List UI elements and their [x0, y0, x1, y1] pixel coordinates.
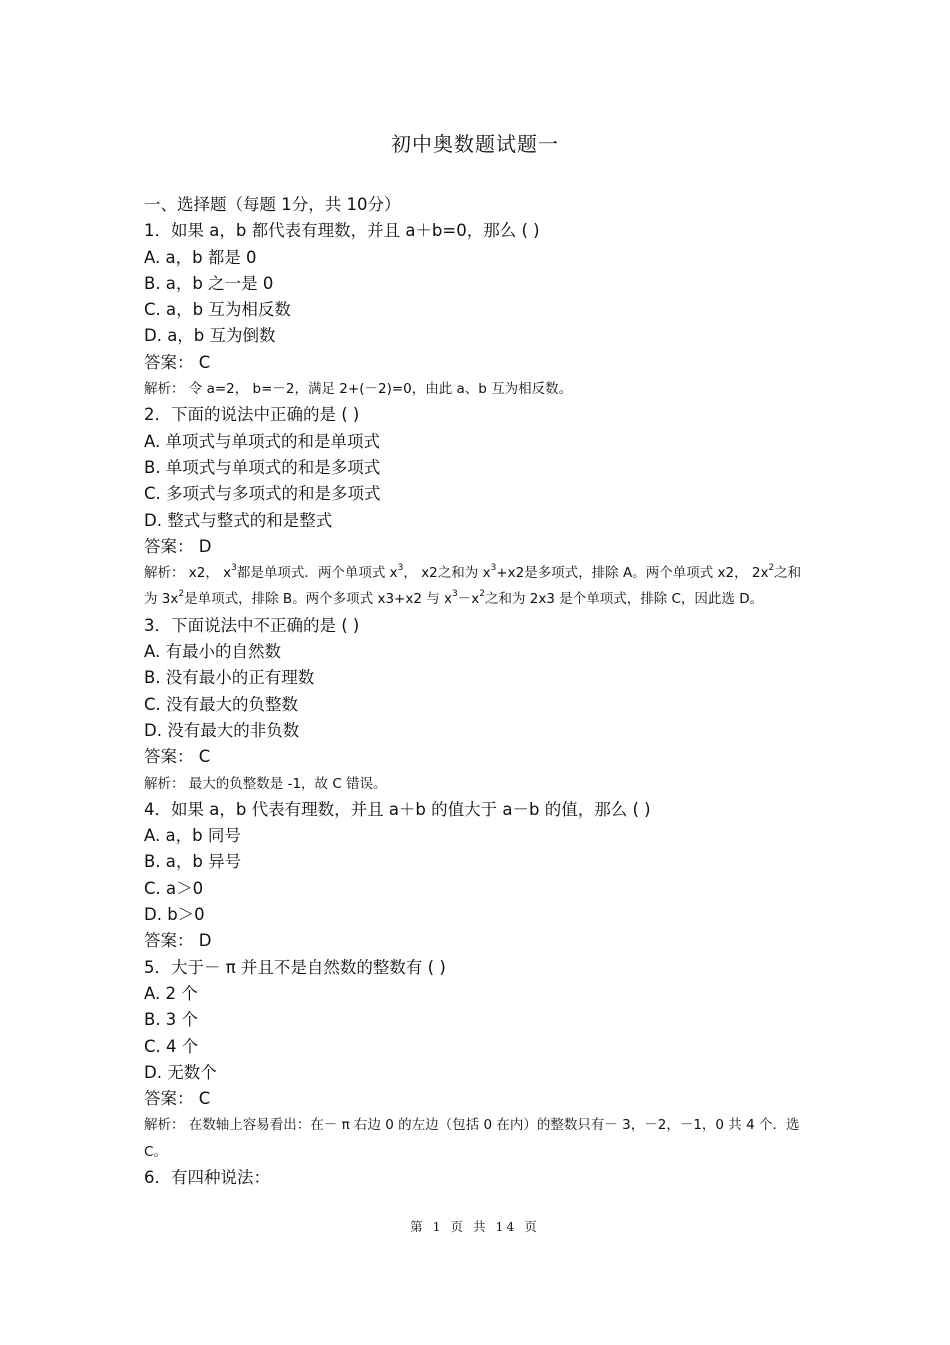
question-2-option-d: D. 整式与整式的和是整式 [144, 510, 333, 530]
question-3-answer: 答案： C [144, 747, 211, 767]
section-header: 一、选择题（每题 1分，共 10分） [144, 195, 401, 214]
question-5-stem: 5．大于－ π 并且不是自然数的整数有 ( ) [144, 957, 446, 977]
question-1-option-b: B. a，b 之一是 0 [144, 273, 274, 293]
question-2-explanation: 解析： x2， $x^3$都是单项式．两个单项式 $x^3$， x2之和为 $x^3+x2$是多项式，排除 A。两个单项式 x2， $2x^2$之和为 $3x^2$是单项式，排除 B。两个多项式 x3+x2 与 $x^3-x^2$之和为 2x3 是个单项式，排除 C，因此选 D。 [144, 563, 802, 608]
question-5-explanation: 解析： 在数轴上容易看出：在－ π 右边 0 的左边（包括 0 在内）的整数只有－ 3，－2，－1，0 共 4 个．选 C。 [144, 1117, 800, 1160]
question-5-option-d: D. 无数个 [144, 1062, 217, 1082]
question-4-option-d: D. b＞0 [144, 905, 205, 925]
question-5-answer: 答案： C [144, 1089, 211, 1109]
question-2-option-b: B. 单项式与单项式的和是多项式 [144, 457, 381, 477]
question-1-option-d: D. a，b 互为倒数 [144, 326, 276, 346]
question-4-option-a: A. a，b 同号 [144, 826, 241, 846]
question-2-answer: 答案： D [144, 536, 212, 556]
question-4-option-b: B. a，b 异号 [144, 852, 242, 872]
question-1-stem: 1．如果 a，b 都代表有理数，并且 a＋b=0，那么 ( ) [144, 221, 540, 241]
question-1-option-a: A. a，b 都是 0 [144, 247, 257, 267]
question-4-stem: 4．如果 a，b 代表有理数，并且 a＋b 的值大于 a－b 的值，那么 ( ) [144, 799, 651, 819]
question-4-option-c: C. a＞0 [144, 878, 204, 898]
question-1-explanation: 解析： 令 a=2， b=－2，满足 2+(－2)=0，由此 a、b 互为相反数。 [144, 381, 573, 398]
question-3-stem: 3．下面说法中不正确的是 ( ) [144, 615, 360, 635]
question-5-option-a: A. 2 个 [144, 983, 198, 1003]
document-body [144, 192, 804, 1191]
question-5-option-b: B. 3 个 [144, 1010, 199, 1030]
page-title: 初中奥数题试题一 [391, 132, 559, 156]
page-footer: 第 1 页 共 14 页 [410, 1219, 540, 1234]
question-2-option-a: A. 单项式与单项式的和是单项式 [144, 431, 380, 451]
question-2-option-c: C. 多项式与多项式的和是多项式 [144, 484, 381, 504]
question-4-answer: 答案： D [144, 931, 212, 951]
question-6-stem: 6．有四种说法： [144, 1167, 270, 1187]
question-3-option-d: D. 没有最大的非负数 [144, 720, 300, 740]
question-3-option-a: A. 有最小的自然数 [144, 642, 281, 662]
question-3-option-c: C. 没有最大的负整数 [144, 694, 299, 714]
question-1-option-c: C. a，b 互为相反数 [144, 300, 291, 320]
question-1-answer: 答案： C [144, 352, 211, 372]
question-2-stem: 2．下面的说法中正确的是 ( ) [144, 405, 360, 425]
question-3-explanation: 解析： 最大的负整数是 -1，故 C 错误。 [144, 775, 387, 792]
question-5-option-c: C. 4 个 [144, 1036, 199, 1056]
question-3-option-b: B. 没有最小的正有理数 [144, 668, 315, 688]
